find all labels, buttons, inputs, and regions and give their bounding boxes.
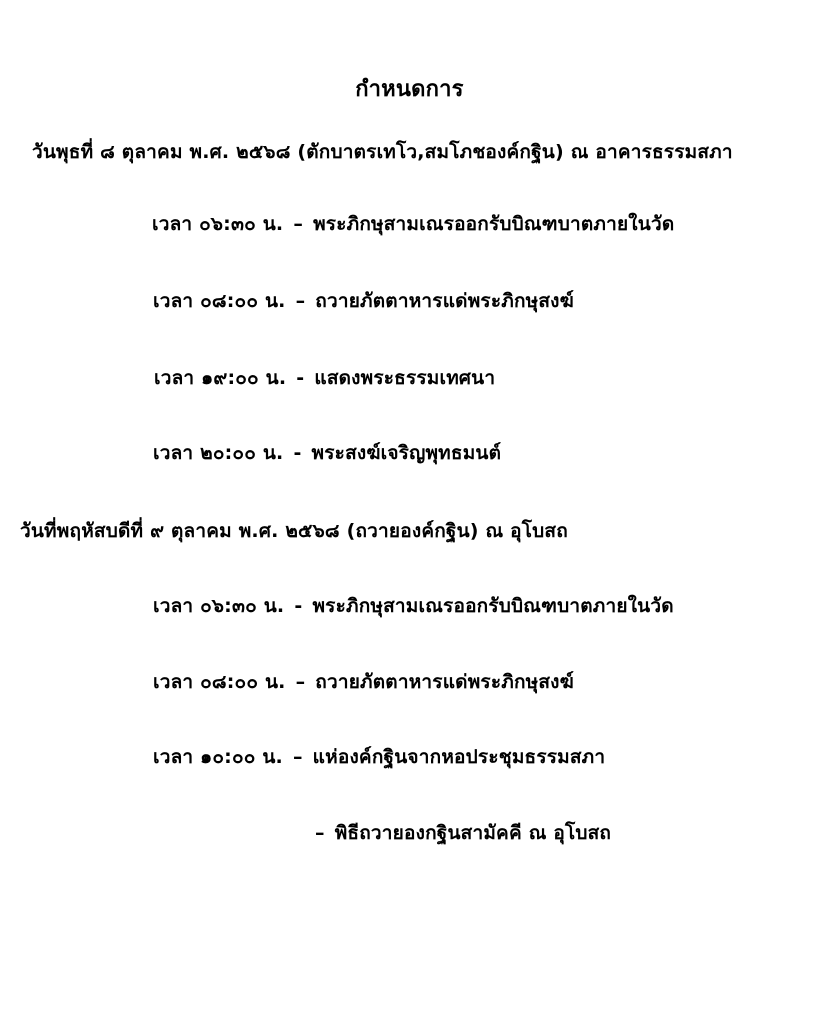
schedule-row (153, 670, 574, 694)
schedule-separator: - (293, 442, 302, 464)
schedule-row (153, 441, 501, 465)
schedule-separator: – (295, 671, 306, 693)
schedule-time: เวลา ๐๘:๐๐ น. (153, 671, 286, 693)
day1-heading: วันพุธที่ ๘ ตุลาคม พ.ศ. ๒๕๖๘ (ตักบาตรเทโว,สมโภชองค์กฐิน) ณ อาคารธรรมสภา (32, 141, 733, 163)
schedule-time: เวลา ๑๐:๐๐ น. (153, 746, 283, 768)
schedule-description: พระภิกษุสามเณรออกรับบิณฑบาตภายในวัด (313, 213, 675, 235)
schedule-time: เวลา ๐๖:๓๐ น. (152, 213, 284, 235)
schedule-description: แสดงพระธรรมเทศนา (314, 367, 496, 389)
schedule-row (153, 745, 605, 769)
day2-heading: วันที่พฤหัสบดีที่ ๙ ตุลาคม พ.ศ. ๒๕๖๘ (ถวายองค์กฐิน) ณ อุโบสถ (20, 520, 568, 542)
schedule-description: ถวายภัตตาหารแด่พระภิกษุสงฆ์ (315, 290, 574, 312)
schedule-separator: – (292, 746, 303, 768)
schedule-description: พิธีถวายองกฐินสามัคคี ณ อุโบสถ (334, 822, 612, 844)
schedule-row-continuation (305, 821, 611, 845)
schedule-separator: – (295, 290, 306, 312)
page-title: กำหนดการ (355, 77, 464, 102)
schedule-description: ถวายภัตตาหารแด่พระภิกษุสงฆ์ (315, 671, 574, 693)
schedule-row (154, 366, 495, 390)
schedule-separator: – (315, 822, 325, 844)
schedule-row (153, 594, 674, 618)
schedule-time: เวลา ๑๙:๐๐ น. (154, 367, 287, 389)
schedule-separator: – (293, 213, 304, 235)
schedule-time: เวลา ๒๐:๐๐ น. (153, 442, 284, 464)
schedule-row (152, 212, 674, 236)
schedule-description: พระภิกษุสามเณรออกรับบิณฑบาตภายในวัด (312, 595, 674, 617)
schedule-time: เวลา ๐๘:๐๐ น. (153, 290, 286, 312)
schedule-row (153, 289, 574, 313)
schedule-description: พระสงฆ์เจริญพุทธมนต์ (311, 442, 502, 464)
schedule-separator: - (296, 367, 305, 389)
schedule-time: เวลา ๐๖:๓๐ น. (153, 595, 285, 617)
schedule-separator: - (294, 595, 303, 617)
schedule-description: แห่องค์กฐินจากหอประชุมธรรมสภา (312, 746, 606, 768)
